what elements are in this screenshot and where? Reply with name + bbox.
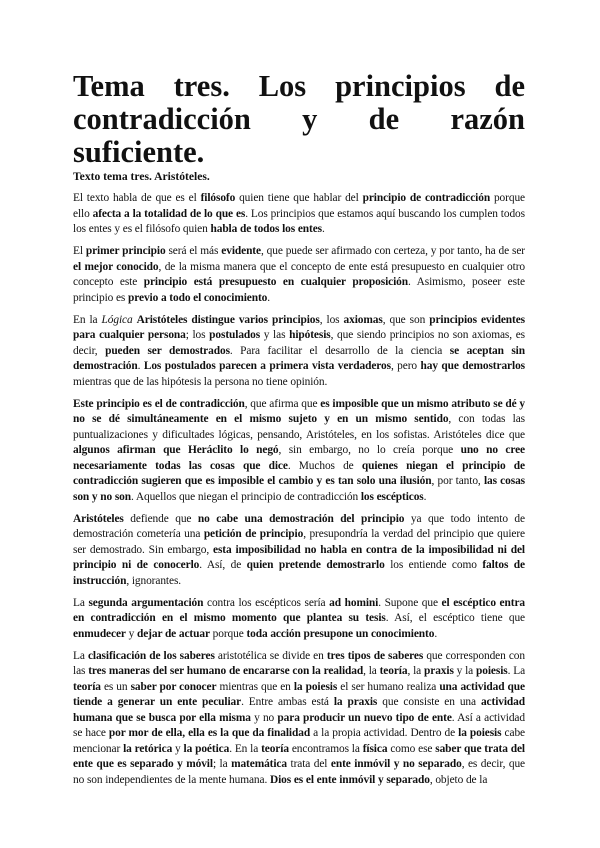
bold-text: evidente [221,245,261,257]
bold-text: hipótesis [289,329,331,341]
text-run: , sin embargo, no lo creía porque [278,444,461,456]
text-run: , ignorantes. [126,574,182,587]
text-run: , que son [382,313,430,326]
text-run: . Los principios que estamos aquí buscando los cumplen todos los entes y es el filósofo quien [73,207,525,235]
text-run: , de la misma manera que el concepto de ente está presupuesto en cualquier otro concepto este [73,260,525,288]
bold-text: principios evidentes para cualquier persona [73,313,526,341]
text-run: . En la [229,742,262,755]
bold-text: praxis [424,665,454,677]
bold-text: poiesis [476,665,508,677]
text-run: . Así, de [199,559,247,571]
text-run: La [73,596,89,609]
text-run: porque ello [73,192,525,220]
text-run: trata del [287,758,331,770]
paragraph-7 [73,649,525,789]
bold-text: Este principio es el de contradicción [73,397,245,410]
bold-text: principio de contradicción [362,192,491,204]
text-run: En la [73,313,102,326]
text-run: aristotélica se divide en [214,649,327,662]
text-run: contra los escépticos sería [203,596,330,609]
text-run: . Asimismo, poseer este principio es [73,276,525,304]
text-run: , la [407,665,424,677]
bold-text: la poética [183,742,230,755]
bold-text: algunos afirman que Heráclito lo negó [73,444,279,456]
text-run: ya que todo intento de demostración cometería una [73,512,525,540]
bold-text: una actividad que tiende a generar un ente peculiar [73,680,525,708]
bold-text: afecta a la totalidad de lo que es [92,207,246,220]
bold-text: saber que trata del ente que es separado y móvil [73,742,525,770]
bold-text: teoría [73,680,101,693]
italic-text: Lógica [101,313,133,326]
bold-text: quienes niegan el principio de contradicción sugieren que es imposible el cambio y es tan solo una ilusión [73,459,525,487]
bold-text: física [362,742,388,755]
bold-text: petición de principio [203,528,304,540]
bold-text: hay que demostrarlos [420,360,526,372]
bold-text: habla de todos los entes [210,223,323,235]
bold-text: la praxis [333,696,378,708]
text-run: , los [319,313,344,326]
text-run: , la [363,665,380,677]
document-subtitle: Texto tema tres. Aristóteles. [73,170,210,183]
text-run: y [172,742,184,755]
text-run: . Supone que [378,596,442,609]
bold-text: teoría [261,742,289,755]
text-run: . Aquellos que niegan el principio de contradicción [131,490,361,503]
text-run: . Así, el escéptico tiene que [385,612,525,624]
bold-text: actividad humana que se busca por ella misma [73,696,525,724]
bold-text: previo a todo el conocimiento [128,291,268,304]
text-run: . [267,291,271,304]
text-run: y no [250,711,278,724]
bold-text: teoría [379,665,408,677]
bold-text: el escéptico entra en contradicción en el mismo momento que plantea su tesis [73,596,525,624]
text-run: que consiste en una [377,696,481,708]
text-run: , objeto de la [429,773,488,786]
bold-text: por mor de ella, ella es la que da finalidad [108,727,311,739]
text-run: , que siendo principios no son axiomas, es decir, [73,329,525,357]
text-run: mientras que de las hipótesis la persona no tiene opinión. [73,375,328,388]
bold-text: toda acción presupone un conocimiento [246,627,435,640]
bold-text: ente inmóvil y no separado [330,758,462,770]
bold-text: quien pretende demostrarlo [246,559,385,571]
bold-text: principio está presupuesto en cualquier proposición [143,276,408,288]
paragraph-5 [73,512,525,590]
text-run: , que puede ser afirmado con certeza, y por tanto, ha de ser [260,245,525,257]
text-run: . [322,223,325,235]
bold-text: se aceptan sin demostración [73,344,525,372]
text-run: cabe mencionar [73,727,525,755]
text-run: , con todas las puntualizaciones y dificultades lógicas, pensando, Aristóteles, en los sofistas. Aristóteles dice que [73,413,525,441]
text-run: , pero [390,360,421,372]
text-run: mientras que en [216,680,294,693]
text-run: ; la [212,758,232,770]
text-run: encontramos la [288,742,363,755]
text-run: quien tiene que hablar del [235,192,363,204]
bold-text: no cabe una demostración del principio [197,512,405,525]
text-run: , es decir, que no son independientes de la mente humana. [73,758,525,786]
bold-text: tres maneras del ser humano de encararse con la realidad [88,665,364,677]
text-run: porque [209,627,247,640]
text-run: La [73,649,88,662]
text-run: El [73,245,86,257]
text-run: . Así a actividad se hace [73,711,525,739]
paragraph-1 [73,191,525,238]
bold-text: Los postulados parecen a primera vista verdaderos [143,360,391,372]
paragraph-3 [73,313,525,391]
bold-text: filósofo [200,192,236,204]
text-run: y la [453,665,477,677]
bold-text: Aristóteles distingue varios principios [136,313,320,326]
text-run: es un [100,680,131,693]
page-title: Tema tres. Los principios de contradicción y de razón suficiente. [73,69,525,169]
bold-text: uno no cree necesariamente todas las cosas que dice [73,444,525,472]
text-run: que corresponden con las [73,649,525,677]
bold-text: tres tipos de saberes [326,649,424,662]
text-run: , que afirma que [244,397,321,410]
bold-text: segunda argumentación [88,596,204,609]
bold-text: saber por conocer [130,680,217,693]
text-run: será el más [165,245,222,257]
bold-text: dejar de actuar [136,627,210,640]
text-run: defiende que [123,512,198,525]
bold-text: faltos de instrucción [73,559,525,587]
bold-text: la poiesis [293,680,338,693]
bold-text: Aristóteles [73,512,124,525]
text-run: El texto habla de que es el [73,192,201,204]
bold-text: las cosas son y no son [73,475,525,503]
text-run: . La [507,665,526,677]
text-run: como ese [387,742,436,755]
text-run: . [137,360,144,372]
text-run: . Entre ambas está [241,696,334,708]
bold-text: la retórica [123,742,173,755]
text-run: el ser humano realiza [337,680,440,693]
text-run: ; los [185,329,210,341]
bold-text: primer principio [85,245,166,257]
bold-text: los escépticos [360,490,424,503]
text-run: y las [260,329,290,341]
bold-text: postulados [209,329,261,341]
bold-text: Dios es el ente inmóvil y separado [269,773,430,786]
text-run: y [125,627,137,640]
bold-text: clasificación de los saberes [87,649,215,662]
text-run: , presupondría la verdad del principio que quiere ser demostrado. Sin embargo, [73,528,525,556]
text-run: . Muchos de [287,459,362,472]
paragraph-4 [73,397,525,506]
bold-text: matemática [231,758,287,770]
text-run: los entiende como [384,559,483,571]
text-run: . [434,627,438,640]
text-run: , por tanto, [431,475,484,487]
bold-text: ad homini [329,596,379,609]
bold-text: esta imposibilidad no habla en contra de la imposibilidad ni del principio ni de conocerlo [73,543,525,571]
paragraph-2 [73,244,525,306]
text-run: . Para facilitar el desarrollo de la ciencia [229,344,450,357]
text-run: a la propia actividad. Dentro de [310,727,459,739]
text-run: . [423,490,427,503]
bold-text: es imposible que un mismo atributo se dé y no se dé simultáneamente en el mismo sujeto y en un mismo sentido [73,397,525,425]
bold-text: pueden ser demostrados [105,344,230,357]
bold-text: la poiesis [458,727,502,739]
bold-text: enmudecer [73,627,126,640]
bold-text: el mejor conocido [73,260,159,273]
paragraph-6 [73,596,525,643]
bold-text: axiomas [343,313,383,326]
bold-text: para producir un nuevo tipo de ente [277,711,452,724]
